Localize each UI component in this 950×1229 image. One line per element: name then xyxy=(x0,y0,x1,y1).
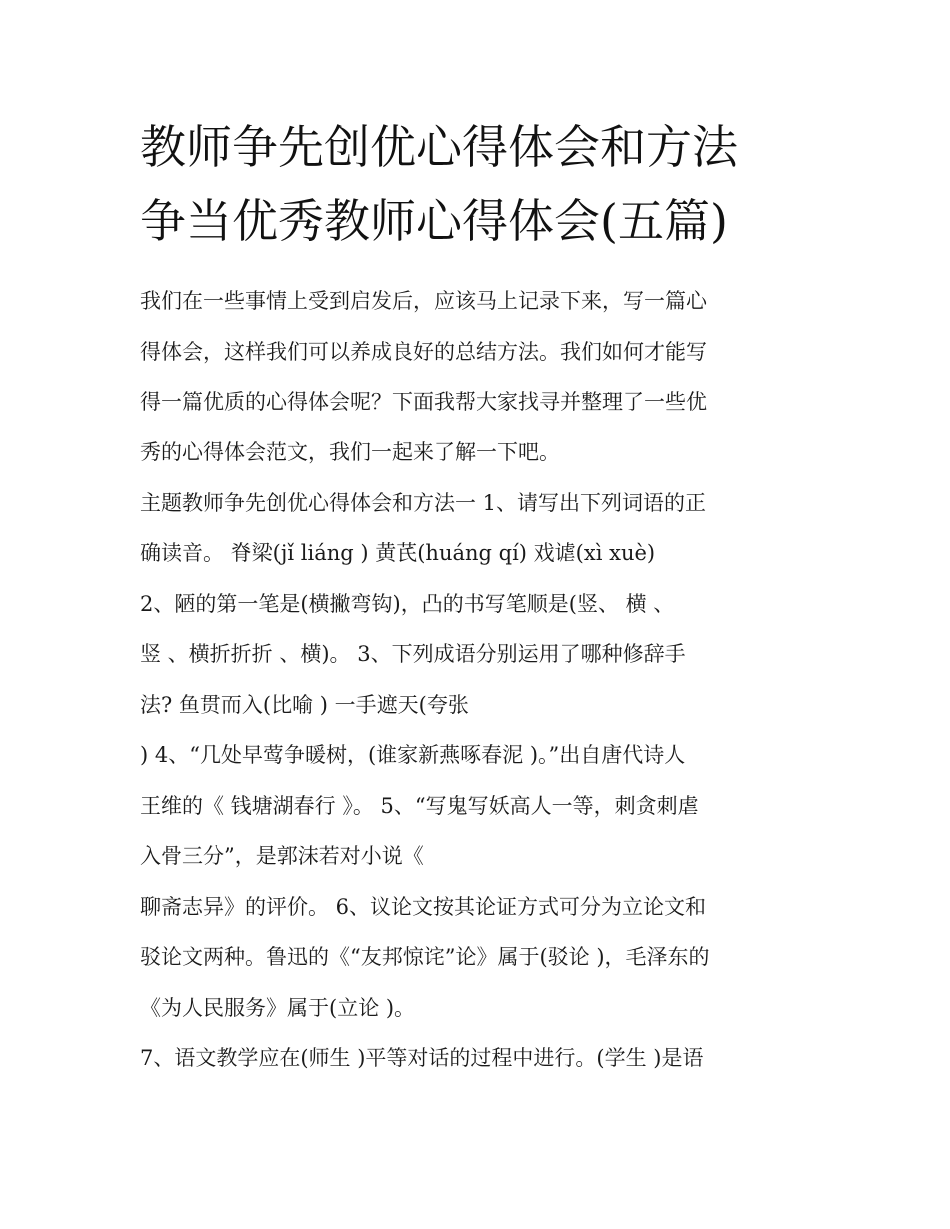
body-line: 聊斋志异》的评价。 6、议论文按其论证方式可分为立论文和 xyxy=(140,895,707,919)
document-title-line-2: 争当优秀教师心得体会(五篇) xyxy=(140,194,728,248)
body-line: 得体会，这样我们可以养成良好的总结方法。我们如何才能写 xyxy=(140,340,707,364)
body-line: 主题教师争先创优心得体会和方法一 1、请写出下列词语的正 xyxy=(140,491,707,515)
body-line: 2、陋的第一笔是(横撇弯钩)，凸的书写笔顺是(竖、 横 、 xyxy=(140,592,675,616)
body-line: 《为人民服务》属于(立论 )。 xyxy=(140,996,416,1020)
document-title-line-1: 教师争先创优心得体会和方法 xyxy=(140,120,738,174)
body-line: 得一篇优质的心得体会呢？下面我帮大家找寻并整理了一些优 xyxy=(140,390,707,414)
body-line: 入骨三分”，是郭沫若对小说《 xyxy=(140,844,424,868)
body-line: 我们在一些事情上受到启发后，应该马上记录下来，写一篇心 xyxy=(140,289,707,313)
body-line: 确读音。 脊梁(jǐ liáng ) 黄芪(huáng qí) 戏谑(xì xuè) xyxy=(140,541,656,565)
body-line: 法? 鱼贯而入(比喻 ) 一手遮天(夸张 xyxy=(140,693,469,717)
body-line: 驳论文两种。鲁迅的《“友邦惊诧”论》属于(驳论 )，毛泽东的 xyxy=(140,945,710,969)
body-line: 7、语文教学应在(师生 )平等对话的过程中进行。(学生 )是语 xyxy=(140,1046,704,1070)
body-line: 王维的《 钱塘湖春行 》。 5、“写鬼写妖高人一等，刺贪刺虐 xyxy=(140,794,699,818)
body-line: 秀的心得体会范文，我们一起来了解一下吧。 xyxy=(140,440,560,464)
body-line: 竖 、横折折折 、横)。 3、下列成语分别运用了哪种修辞手 xyxy=(140,642,686,666)
body-line: ) 4、“几处早莺争暖树，(谁家新燕啄春泥 )。”出自唐代诗人 xyxy=(140,743,686,767)
